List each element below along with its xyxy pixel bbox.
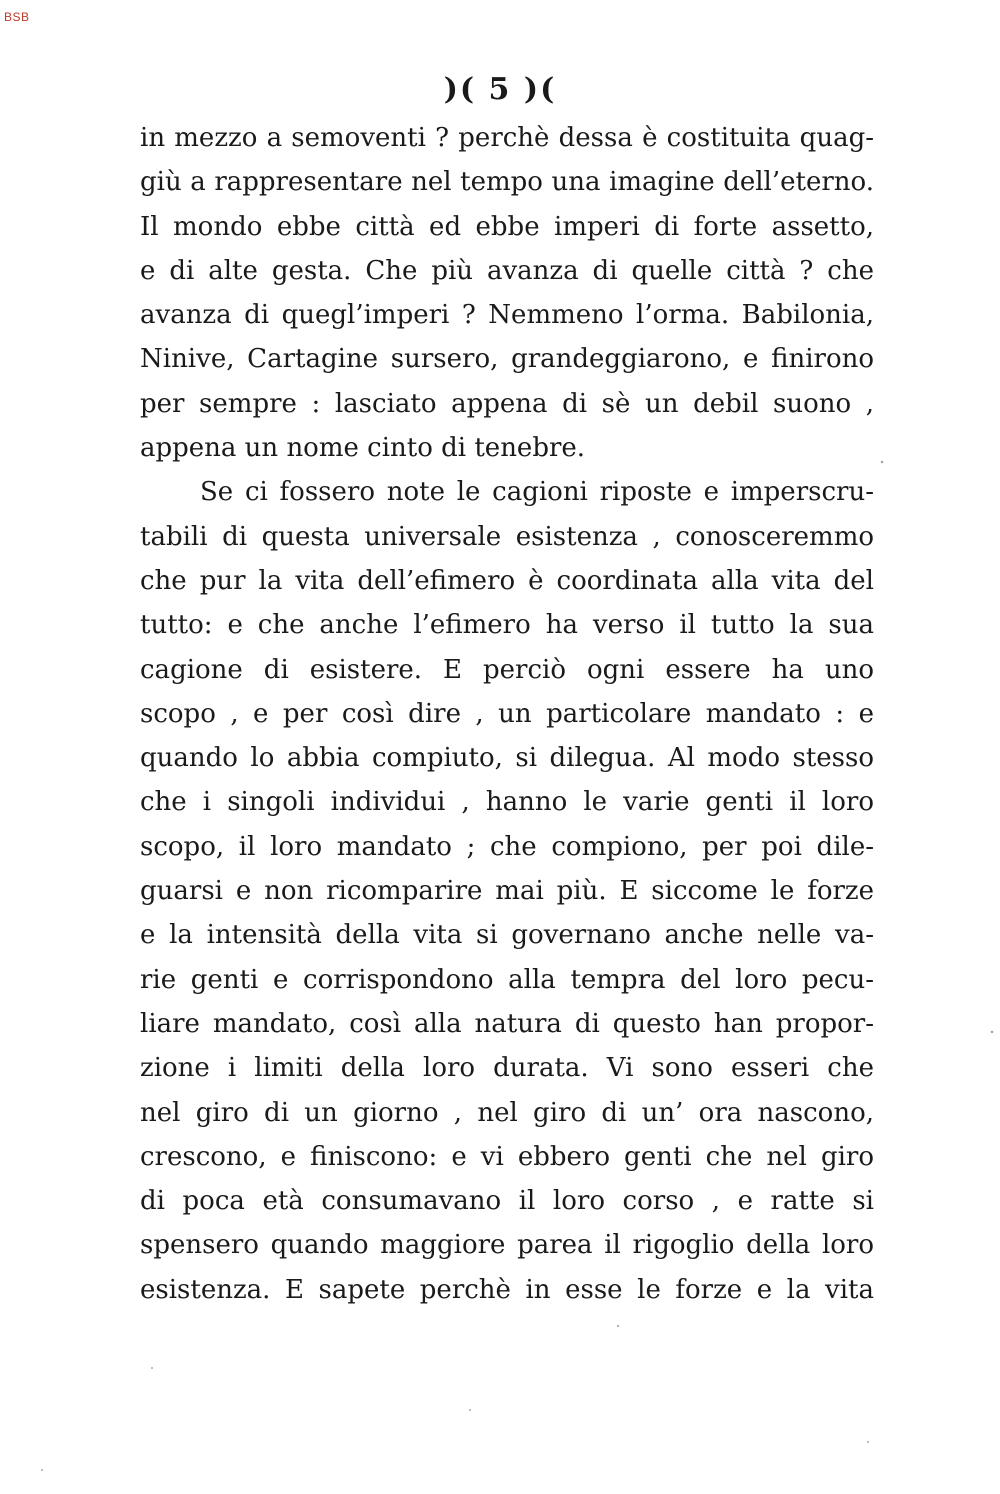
text-line: liare mandato, così alla natura di questo han propor- xyxy=(140,1008,874,1039)
text-line: tabili di questa universale esistenza , conosceremmo xyxy=(140,521,874,552)
paper-speck xyxy=(469,1409,471,1411)
text-line: nel giro di un giorno , nel giro di un’ ora nascono, xyxy=(140,1097,874,1128)
text-line: Ninive, Cartagine sursero, grandeggiarono, e finirono xyxy=(140,344,874,375)
text-line: Se ci fossero note le cagioni riposte e imperscru- xyxy=(200,477,874,508)
text-line: appena un nome cinto di tenebre. xyxy=(140,433,586,464)
text-line: di poca età consumavano il loro corso , e ratte si xyxy=(140,1186,874,1217)
text-line: che pur la vita dell’efimero è coordinata alla vita del xyxy=(140,565,874,596)
text-line: scopo , e per così dire , un particolare mandato : e xyxy=(140,698,874,729)
text-line: avanza di quegl’imperi ? Nemmeno l’orma. Babilonia, xyxy=(140,300,874,331)
paper-speck xyxy=(151,1367,153,1369)
text-line: crescono, e finiscono: e vi ebbero genti che nel giro xyxy=(140,1141,874,1172)
text-line: e di alte gesta. Che più avanza di quelle città ? che xyxy=(140,255,874,286)
paper-speck xyxy=(41,1469,43,1471)
text-line: zione i limiti della loro durata. Vi sono esseri che xyxy=(140,1053,874,1084)
paragraph-2 xyxy=(140,470,874,1312)
paper-speck xyxy=(881,461,883,463)
body-text xyxy=(140,116,874,1312)
text-line: che i singoli individui , hanno le varie genti il loro xyxy=(140,787,874,818)
text-line: tutto: e che anche l’efimero ha verso il tutto la sua xyxy=(140,610,874,641)
text-line: in mezzo a semoventi ? perchè dessa è costituita quag- xyxy=(140,123,874,153)
paper-speck xyxy=(617,1325,619,1327)
text-line: guarsi e non ricomparire mai più. E siccome le forze xyxy=(140,876,874,907)
text-line: cagione di esistere. E perciò ogni essere ha uno xyxy=(140,654,874,685)
text-line: giù a rappresentare nel tempo una imagine dell’eterno. xyxy=(140,167,874,198)
text-line: esistenza. E sapete perchè in esse le forze e la vita xyxy=(140,1274,874,1305)
text-line: Il mondo ebbe città ed ebbe imperi di forte assetto, xyxy=(140,211,874,242)
paper-speck xyxy=(991,1031,993,1033)
text-line: scopo, il loro mandato ; che compiono, per poi dile- xyxy=(140,831,874,862)
text-line: rie genti e corrispondono alla tempra del loro pecu- xyxy=(140,964,874,995)
paragraph-1 xyxy=(140,116,874,470)
paper-speck xyxy=(867,1441,869,1443)
library-stamp: BSB xyxy=(4,10,30,24)
text-line: per sempre : lasciato appena di sè un debil suono , xyxy=(140,388,874,419)
page-number-header: )( 5 )( xyxy=(443,72,557,107)
text-line: quando lo abbia compiuto, si dilegua. Al modo stesso xyxy=(140,743,874,774)
text-line: spensero quando maggiore parea il rigoglio della loro xyxy=(140,1230,874,1261)
text-line: e la intensità della vita si governano anche nelle va- xyxy=(140,920,874,951)
